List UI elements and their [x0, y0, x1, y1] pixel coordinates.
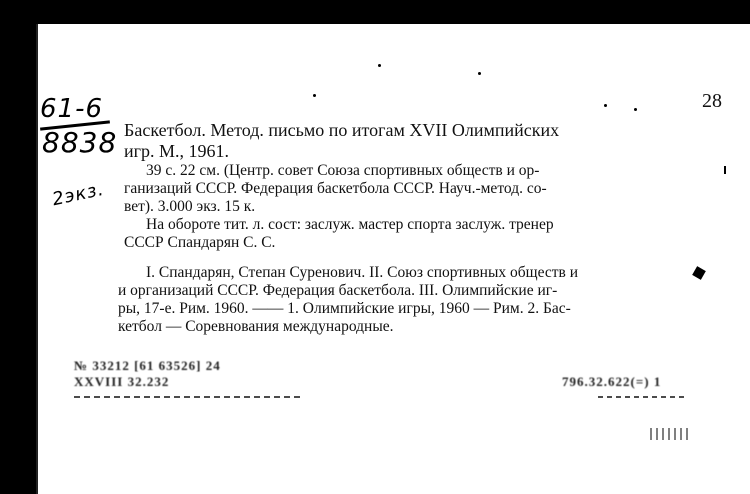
footer-left-1: № 33212 [61 63526] 24: [74, 358, 221, 373]
speck: [313, 94, 316, 97]
description-line-1: 39 с. 22 см. (Центр. совет Союза спортивных обществ и ор-: [146, 162, 540, 179]
speck: [378, 64, 381, 67]
description-line-2: ганизаций СССР. Федерация баскетбола СССР. Науч.-метод. со-: [124, 180, 547, 197]
smudge-line-left: [74, 396, 304, 398]
tracing-line-3: ры, 17-е. Рим. 1960. —— 1. Олимпийские игры, 1960 — Рим. 2. Бас-: [118, 300, 571, 317]
catalog-card: [36, 24, 750, 494]
ink-mark: [692, 266, 706, 280]
tracing-line-2: и организаций СССР. Федерация баскетбола. III. Олимпийские иг-: [118, 282, 558, 299]
speck: [604, 104, 607, 107]
speck: [478, 72, 481, 75]
title-line-1: Баскетбол. Метод. письмо по итогам XVII Олимпийских: [124, 120, 560, 140]
ink-mark: [724, 166, 726, 174]
accession-number-handwritten: 8838: [42, 126, 118, 159]
footer-left-2: XXVIII 32.232: [74, 374, 170, 389]
title-line-2: игр. М., 1961.: [124, 141, 230, 161]
description-line-3: вет). 3.000 экз. 15 к.: [124, 198, 256, 215]
smudge-mark: [650, 428, 690, 440]
footer-right-1: 796.32.622(=) 1: [562, 374, 662, 389]
call-number-handwritten: 61-6: [40, 94, 104, 124]
tracing-line-1: I. Спандарян, Степан Суренович. II. Союз спортивных обществ и: [146, 264, 578, 281]
tracing-line-4: кетбол — Соревнования международные.: [118, 318, 394, 335]
description-line-5: СССР Спандарян С. С.: [124, 234, 276, 251]
description-line-4: На обороте тит. л. сост: заслуж. мастер спорта заслуж. тренер: [146, 216, 554, 233]
card-number: 28: [702, 90, 722, 112]
smudge-line-right: [598, 396, 688, 398]
speck: [634, 108, 637, 111]
copies-handwritten: 2экз.: [50, 178, 107, 211]
